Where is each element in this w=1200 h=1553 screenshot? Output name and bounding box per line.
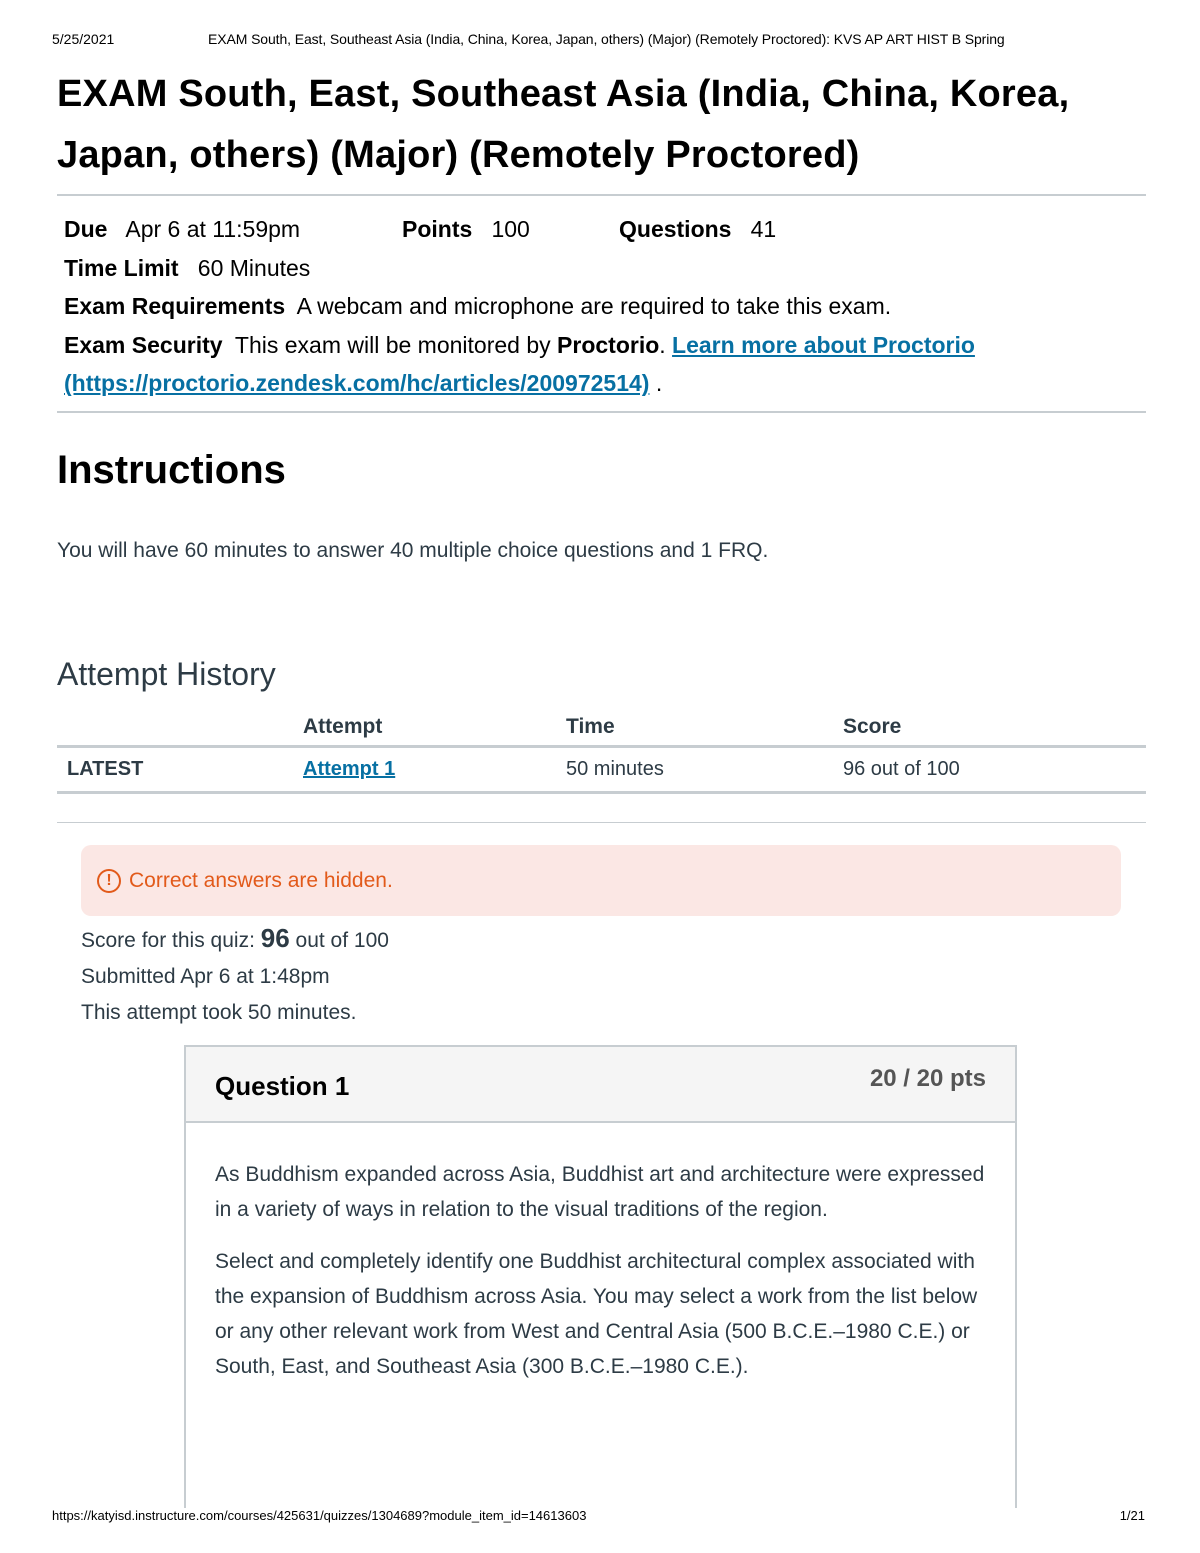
print-header	[52, 31, 1120, 47]
instructions-text: You will have 60 minutes to answer 40 multiple choice questions and 1 FRQ.	[57, 538, 769, 562]
table-row	[57, 746, 1146, 792]
questions-value: 41	[750, 216, 777, 242]
page-number: 1/21	[1119, 1508, 1145, 1523]
attempt-1-link[interactable]: Attempt 1	[303, 757, 396, 780]
attempt-duration-text: This attempt took 50 minutes.	[81, 1001, 357, 1024]
security-text: This exam will be monitored by	[234, 331, 551, 358]
question-paragraph: Select and completely identify one Buddhist architectural complex associated with the expansion of Buddhism across Asia. You may select a work from the list below or any other relevant work from West and Central Asia (500 B.C.E.–1980 C.E.) or South, East, and Southeast Asia (300 B.C.E.–1980 C.E.).	[215, 1250, 978, 1378]
instructions-heading: Instructions	[57, 447, 286, 492]
attempt-latest-label: LATEST	[57, 746, 303, 792]
score-prefix: Score for this quiz:	[81, 929, 255, 952]
column-header-attempt: Attempt	[303, 715, 566, 747]
table-header-row	[57, 715, 1146, 747]
security-label: Exam Security	[64, 331, 223, 358]
print-footer	[52, 1508, 1145, 1523]
points-label: Points	[402, 216, 473, 242]
quiz-content	[57, 64, 1146, 823]
attempt-time: 50 minutes	[566, 746, 843, 792]
column-header-time: Time	[566, 715, 843, 747]
print-url: https://katyisd.instructure.com/courses/425631/quizzes/1304689?module_item_id=14613603	[52, 1508, 587, 1523]
attempt-score: 96 out of 100	[843, 746, 1146, 792]
alert-text: Correct answers are hidden.	[129, 868, 393, 892]
divider	[57, 822, 1146, 823]
proctorio-url-link[interactable]: (https://proctorio.zendesk.com/hc/articles/200972514)	[64, 370, 650, 396]
score-value: 96	[260, 923, 290, 953]
question-name: Question 1	[215, 1071, 350, 1101]
question-paragraph: As Buddhism expanded across Asia, Buddhist art and architecture were expressed in a variety of ways in relation to the visual traditions of the region.	[215, 1163, 985, 1221]
divider	[57, 411, 1146, 413]
print-document-title: EXAM South, East, Southeast Asia (India, China, Korea, Japan, others) (Major) (Remotely Proctored): KVS AP ART HIST B Spring	[208, 31, 1005, 47]
quiz-details: Due Apr 6 at 11:59pm Points 100 Questions 41 Time Limit 60 Minutes Exam Requirements A webcam and microphone are required to take this exam. Exam Security This exam will be monitored by Proctorio. Learn more about Proctorio (https://proctorio.zendesk.com/hc/articles/200972514) .	[64, 216, 975, 396]
due-value: Apr 6 at 11:59pm	[125, 216, 301, 242]
questions-label: Questions	[619, 216, 732, 242]
submitted-text: Submitted Apr 6 at 1:48pm	[81, 965, 330, 988]
print-date: 5/25/2021	[52, 31, 115, 47]
quiz-title: EXAM South, East, Southeast Asia (India, China, Korea, Japan, others) (Major) (Remotely Proctored)	[57, 73, 1070, 176]
points-value: 100	[491, 216, 530, 242]
proctor-name: Proctorio	[557, 331, 660, 358]
requirements-value: A webcam and microphone are required to take this exam.	[296, 293, 892, 319]
proctorio-learn-more-link[interactable]: Learn more about Proctorio	[672, 331, 975, 358]
attempt-history-table	[57, 715, 1146, 794]
score-suffix: out of 100	[295, 929, 389, 952]
requirements-label: Exam Requirements	[64, 293, 286, 319]
question-header	[186, 1047, 1015, 1123]
column-header-score: Score	[843, 715, 1146, 747]
correct-answers-hidden-alert	[81, 845, 1121, 916]
quiz-result-summary	[81, 920, 389, 1031]
column-header	[57, 715, 303, 747]
attempt-history-heading: Attempt History	[57, 655, 276, 692]
time-limit-value: 60 Minutes	[197, 254, 311, 281]
question-body	[186, 1123, 1015, 1384]
due-label: Due	[64, 216, 108, 242]
question-card	[184, 1045, 1017, 1508]
time-limit-label: Time Limit	[64, 254, 179, 281]
question-points: 20 / 20 pts	[869, 1065, 986, 1092]
exclamation-circle-icon: !	[97, 869, 121, 893]
